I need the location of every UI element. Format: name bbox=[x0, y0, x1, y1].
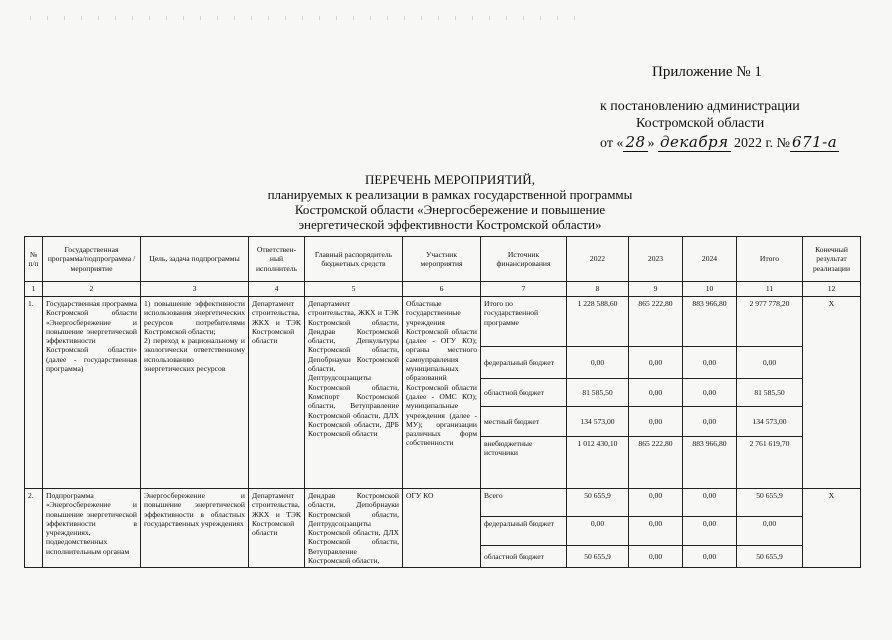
table-header-row bbox=[25, 237, 861, 282]
program-goal: 1) повышение эффективности использования энергетических ресурсов потребителями Костромской области; 2) переход к рациональному и экологически ответственному использованию энергетических ресурсов bbox=[141, 297, 249, 489]
scan-artifact bbox=[30, 16, 590, 20]
decree-line-1: к постановлению администрации bbox=[600, 99, 800, 114]
decree-reference bbox=[600, 98, 860, 152]
amount-2024: 0,00 bbox=[683, 407, 737, 437]
header-cell: 2022 bbox=[567, 237, 629, 282]
amount-2022: 50 655,9 bbox=[567, 489, 629, 517]
amount-2022: 1 012 430,10 bbox=[567, 437, 629, 489]
amount-2023: 0,00 bbox=[629, 517, 683, 545]
title-line-4: энергетической эффективности Костромской области» bbox=[298, 217, 602, 232]
measure-participant: Областные государственные учреждения Костромской области (далее - ОГУ КО); органы местного самоуправления муниципальных образований Костромской области (далее - ОМС КО); муниципальные учреждения (далее - МУ); организации различных форм собственности bbox=[403, 297, 481, 489]
header-cell: 2023 bbox=[629, 237, 683, 282]
header-cell: Источник финансирования bbox=[481, 237, 567, 282]
row-number: 1. bbox=[25, 297, 43, 489]
date-year: 2022 г. № bbox=[734, 136, 791, 151]
header-cell: Итого bbox=[737, 237, 803, 282]
column-number: 9 bbox=[629, 282, 683, 297]
amount-2022: 134 573,00 bbox=[567, 407, 629, 437]
amount-2023: 0,00 bbox=[629, 379, 683, 407]
measures-table bbox=[24, 236, 861, 568]
amount-2023: 865 222,80 bbox=[629, 297, 683, 347]
amount-total: 50 655,9 bbox=[737, 545, 803, 567]
responsible-executor: Департамент строительства, ЖКХ и ТЭК Костромской области bbox=[249, 297, 305, 489]
amount-2023: 0,00 bbox=[629, 347, 683, 379]
funding-source: Всего bbox=[481, 489, 567, 517]
amount-2022: 50 655,9 bbox=[567, 545, 629, 567]
amount-total: 2 977 778,20 bbox=[737, 297, 803, 347]
program-name: Государственная программа Костромской области «Энергосбережение и повышение энергетической эффективности Костромской области» (далее - государственная программа) bbox=[43, 297, 141, 489]
table-row bbox=[25, 489, 861, 517]
handwritten-month: декабря bbox=[660, 133, 729, 151]
measure-participant: ОГУ КО bbox=[403, 489, 481, 568]
funding-source: федеральный бюджет bbox=[481, 517, 567, 545]
funding-source: внебюджетные источники bbox=[481, 437, 567, 489]
column-number: 1 bbox=[25, 282, 43, 297]
appendix-label: Приложение № 1 bbox=[652, 64, 762, 80]
amount-total: 0,00 bbox=[737, 517, 803, 545]
amount-2024: 0,00 bbox=[683, 489, 737, 517]
amount-2024: 883 966,80 bbox=[683, 297, 737, 347]
decree-line-2: Костромской области bbox=[636, 116, 765, 131]
column-number: 3 bbox=[141, 282, 249, 297]
amount-2024: 0,00 bbox=[683, 517, 737, 545]
column-number: 12 bbox=[803, 282, 861, 297]
amount-2022: 0,00 bbox=[567, 347, 629, 379]
funding-source: Итого по государственной программе bbox=[481, 297, 567, 347]
table-row bbox=[25, 297, 861, 347]
document-title bbox=[200, 172, 700, 232]
column-number: 4 bbox=[249, 282, 305, 297]
header-cell: 2024 bbox=[683, 237, 737, 282]
row-number: 2. bbox=[25, 489, 43, 568]
amount-2024: 0,00 bbox=[683, 545, 737, 567]
funding-source: федеральный бюджет bbox=[481, 347, 567, 379]
amount-total: 134 573,00 bbox=[737, 407, 803, 437]
header-cell: Государственная программа/подпрограмма /мероприятие bbox=[43, 237, 141, 282]
column-number: 11 bbox=[737, 282, 803, 297]
amount-2022: 81 585,50 bbox=[567, 379, 629, 407]
column-number: 2 bbox=[43, 282, 141, 297]
budget-distributor: Дендрав Костромской области, Депобрнауки Костромской области, Дептрудсоцзащиты Костромской области, ДЛХ Костромской области, Ветуправление Костромской области, bbox=[305, 489, 403, 568]
amount-2023: 0,00 bbox=[629, 407, 683, 437]
amount-2024: 0,00 bbox=[683, 379, 737, 407]
amount-2024: 0,00 bbox=[683, 347, 737, 379]
date-mid: » bbox=[647, 136, 655, 151]
program-goal: Энергосбережение и повышение энергетической эффективности в областных государственных учреждениях bbox=[141, 489, 249, 568]
funding-source: областной бюджет bbox=[481, 545, 567, 567]
handwritten-day: 28 bbox=[625, 133, 646, 151]
amount-total: 0,00 bbox=[737, 347, 803, 379]
amount-total: 81 585,50 bbox=[737, 379, 803, 407]
amount-2022: 0,00 bbox=[567, 517, 629, 545]
title-line-3: Костромской области «Энергосбережение и повышение bbox=[294, 202, 606, 217]
column-number: 6 bbox=[403, 282, 481, 297]
header-cell: Главный распорядитель бюджетных средств bbox=[305, 237, 403, 282]
amount-2024: 883 966,80 bbox=[683, 437, 737, 489]
date-prefix: от « bbox=[600, 136, 624, 151]
handwritten-number: 671-а bbox=[792, 133, 838, 151]
header-cell: Участник мероприятия bbox=[403, 237, 481, 282]
header-cell: Ответствен-ный исполнитель bbox=[249, 237, 305, 282]
column-number: 10 bbox=[683, 282, 737, 297]
decree-date-line bbox=[600, 134, 860, 152]
column-number: 5 bbox=[305, 282, 403, 297]
amount-2023: 0,00 bbox=[629, 545, 683, 567]
column-number: 7 bbox=[481, 282, 567, 297]
amount-total: 50 655,9 bbox=[737, 489, 803, 517]
column-number-row bbox=[25, 282, 861, 297]
funding-source: областной бюджет bbox=[481, 379, 567, 407]
funding-source: местный бюджет bbox=[481, 407, 567, 437]
header-cell: Конечный результат реализации bbox=[803, 237, 861, 282]
title-line-2: планируемых к реализации в рамках государственной программы bbox=[267, 187, 633, 202]
title-line-1: ПЕРЕЧЕНЬ МЕРОПРИЯТИЙ, bbox=[365, 172, 535, 187]
amount-2023: 865 222,80 bbox=[629, 437, 683, 489]
amount-2022: 1 228 588,60 bbox=[567, 297, 629, 347]
final-result: Х bbox=[803, 297, 861, 489]
header-cell: № п/п bbox=[25, 237, 43, 282]
responsible-executor: Департамент строительства, ЖКХ и ТЭК Костромской области bbox=[249, 489, 305, 568]
column-number: 8 bbox=[567, 282, 629, 297]
program-name: Подпрограмма «Энергосбережение и повышение энергетической эффективности в учреждениях, подведомственных исполнительным органам bbox=[43, 489, 141, 568]
amount-total: 2 761 619,70 bbox=[737, 437, 803, 489]
budget-distributor: Департамент строительства, ЖКХ и ТЭК Костромской области, Дендрав Костромской области, Депкультуры Костромской области, Депобрнауки Костромской области, Дептрудсоцзащиты Костромской области, Комспорт Костромской области, Ветуправление Костромской области, ДЛХ Костромской области, ДРБ Костромской области bbox=[305, 297, 403, 489]
final-result: Х bbox=[803, 489, 861, 568]
amount-2023: 0,00 bbox=[629, 489, 683, 517]
header-cell: Цель, задача подпрограммы bbox=[141, 237, 249, 282]
